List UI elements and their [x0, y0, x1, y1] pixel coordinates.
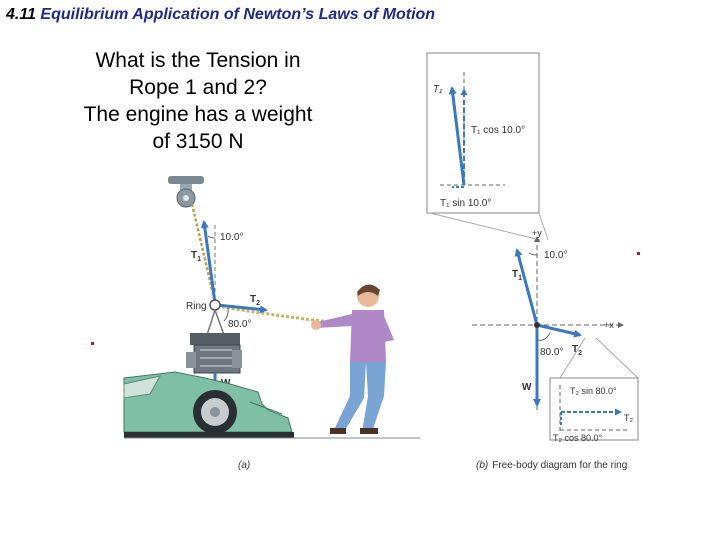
fbd-t2-label: $T_2$	[572, 344, 583, 357]
pulley-icon	[168, 176, 204, 207]
fbd-w-label: W	[522, 382, 532, 393]
fbd-t1-label: $T_1$	[512, 269, 523, 282]
component-inset	[427, 53, 548, 240]
section-title: Equilibrium Application of Newton’s Laws of Motion	[40, 6, 436, 23]
person-icon	[311, 284, 394, 434]
vector-t2-label: $T_2$	[250, 294, 261, 307]
ring-label: Ring	[186, 301, 207, 312]
question-line-1: What is the Tension in	[95, 49, 301, 72]
inset-t1-label: T₁	[433, 84, 443, 95]
figure-b	[472, 228, 638, 471]
engine-icon	[186, 333, 242, 373]
fbd-vector-t2	[537, 325, 580, 335]
figure-b-caption: (b) Free-body diagram for the ring	[476, 460, 628, 471]
axis-x-label: +x	[604, 320, 614, 330]
car-icon	[124, 372, 294, 438]
question-line-3: The engine has a weight	[83, 103, 313, 126]
fbd-t2-sin-label: T₂ sin 80.0°	[570, 386, 617, 396]
fbd-origin	[534, 322, 540, 328]
fbd-angle-top-label: 10.0°	[544, 250, 568, 261]
ring-icon	[210, 300, 220, 310]
fbd-t2-vec-label: T₂	[624, 413, 633, 423]
angle-top-label: 10.0°	[220, 232, 244, 243]
figure-a-caption: (a)	[238, 460, 251, 471]
section-number: 4.11	[6, 6, 36, 23]
angle-ring-label: 80.0°	[228, 319, 252, 330]
inset-cos-label: T₁ cos 10.0°	[471, 125, 526, 136]
axis-y-label: +y	[532, 228, 542, 238]
question-line-2: Rope 1 and 2?	[129, 76, 267, 99]
accent-dot-right	[637, 252, 640, 255]
vector-t1-label: $T_1$	[191, 250, 202, 263]
fbd-vector-t1	[517, 250, 537, 325]
fbd-t2-cos-label: T₂ cos 80.0°	[553, 433, 603, 443]
inset-sin-label: T₁ sin 10.0°	[440, 198, 492, 209]
figure-a	[124, 176, 420, 471]
accent-dot-left	[91, 342, 94, 345]
question-line-4: of 3150 N	[152, 130, 244, 153]
fbd-angle-bottom-label: 80.0°	[540, 347, 564, 358]
